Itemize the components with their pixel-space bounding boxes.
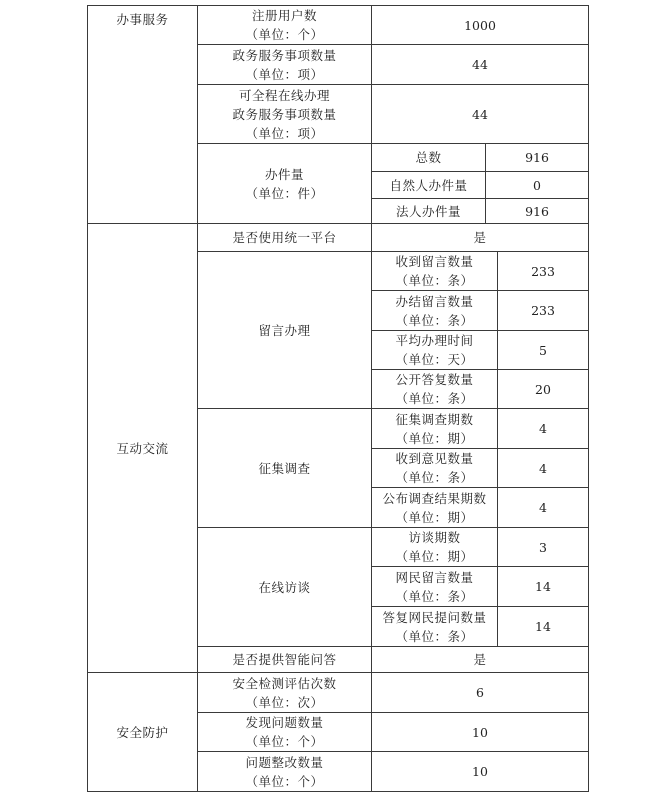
cases-legal-value: 916 <box>525 203 549 219</box>
registered-users-value: 1000 <box>464 17 496 33</box>
service-items-label: 政务服务事项数量 （单位：项） <box>232 47 337 82</box>
interview-periods-value: 3 <box>539 539 547 555</box>
survey-opinions-value: 4 <box>539 460 547 476</box>
section-title-interaction: 互动交流 <box>116 440 169 456</box>
messages-label: 留言办理 <box>258 322 311 338</box>
online-items-value: 44 <box>472 106 488 122</box>
online-items-label: 可全程在线办理 政务服务事项数量 （单位：项） <box>232 87 337 141</box>
problems-fixed-value: 10 <box>472 764 488 779</box>
messages-avg-time-label: 平均办理时间 （单位：天） <box>395 333 474 367</box>
smart-qa-label: 是否提供智能问答 <box>232 652 337 667</box>
messages-completed-label: 办结留言数量 （单位：条） <box>395 293 474 328</box>
interview-messages-value: 14 <box>535 579 551 594</box>
security-evaluations-label: 安全检测评估次数 （单位：次） <box>232 675 337 710</box>
interview-periods-label: 访谈期数 （单位：期） <box>395 530 474 564</box>
survey-periods-value: 4 <box>539 421 547 436</box>
unified-platform-value: 是 <box>473 230 487 245</box>
survey-results-label: 公布调查结果期数 （单位：期） <box>382 490 487 525</box>
cases-total-value: 916 <box>525 150 549 165</box>
interview-messages-label: 网民留言数量 （单位：条） <box>395 569 474 604</box>
service-items-value: 44 <box>472 57 488 72</box>
section-title-security: 安全防护 <box>116 724 169 740</box>
interview-answers-value: 14 <box>535 619 551 634</box>
messages-public-replies-value: 20 <box>535 381 551 397</box>
interview-answers-label: 答复网民提问数量 （单位：条） <box>382 609 487 644</box>
security-evaluations-value: 6 <box>476 685 484 700</box>
cases-label: 办件量 （单位：件） <box>245 166 324 201</box>
cases-legal-label: 法人办件量 <box>395 203 461 219</box>
registered-users-label: 注册用户数 （单位：个） <box>245 8 324 42</box>
messages-public-replies-label: 公开答复数量 （单位：条） <box>395 372 474 406</box>
messages-received-value: 233 <box>531 263 555 279</box>
problems-found-value: 10 <box>472 724 488 740</box>
section-title-service: 办事服务 <box>116 12 169 27</box>
survey-periods-label: 征集调查期数 （单位：期） <box>395 411 474 446</box>
unified-platform-label: 是否使用统一平台 <box>232 230 337 245</box>
survey-opinions-label: 收到意见数量 （单位：条） <box>395 451 474 485</box>
messages-completed-value: 233 <box>531 303 555 318</box>
problems-fixed-label: 问题整改数量 （单位：个） <box>245 754 324 789</box>
table-border-bottom <box>87 791 589 792</box>
interview-label: 在线访谈 <box>258 579 311 595</box>
problems-found-label: 发现问题数量 （单位：个） <box>245 715 324 749</box>
survey-results-value: 4 <box>539 500 547 515</box>
survey-label: 征集调查 <box>258 460 311 476</box>
cases-natural-value: 0 <box>533 177 541 193</box>
cases-total-label: 总数 <box>415 150 442 165</box>
messages-received-label: 收到留言数量 （单位：条） <box>395 254 474 288</box>
messages-avg-time-value: 5 <box>539 342 547 358</box>
cases-natural-label: 自然人办件量 <box>389 177 468 193</box>
table-border-right <box>588 5 589 792</box>
smart-qa-value: 是 <box>473 652 487 667</box>
